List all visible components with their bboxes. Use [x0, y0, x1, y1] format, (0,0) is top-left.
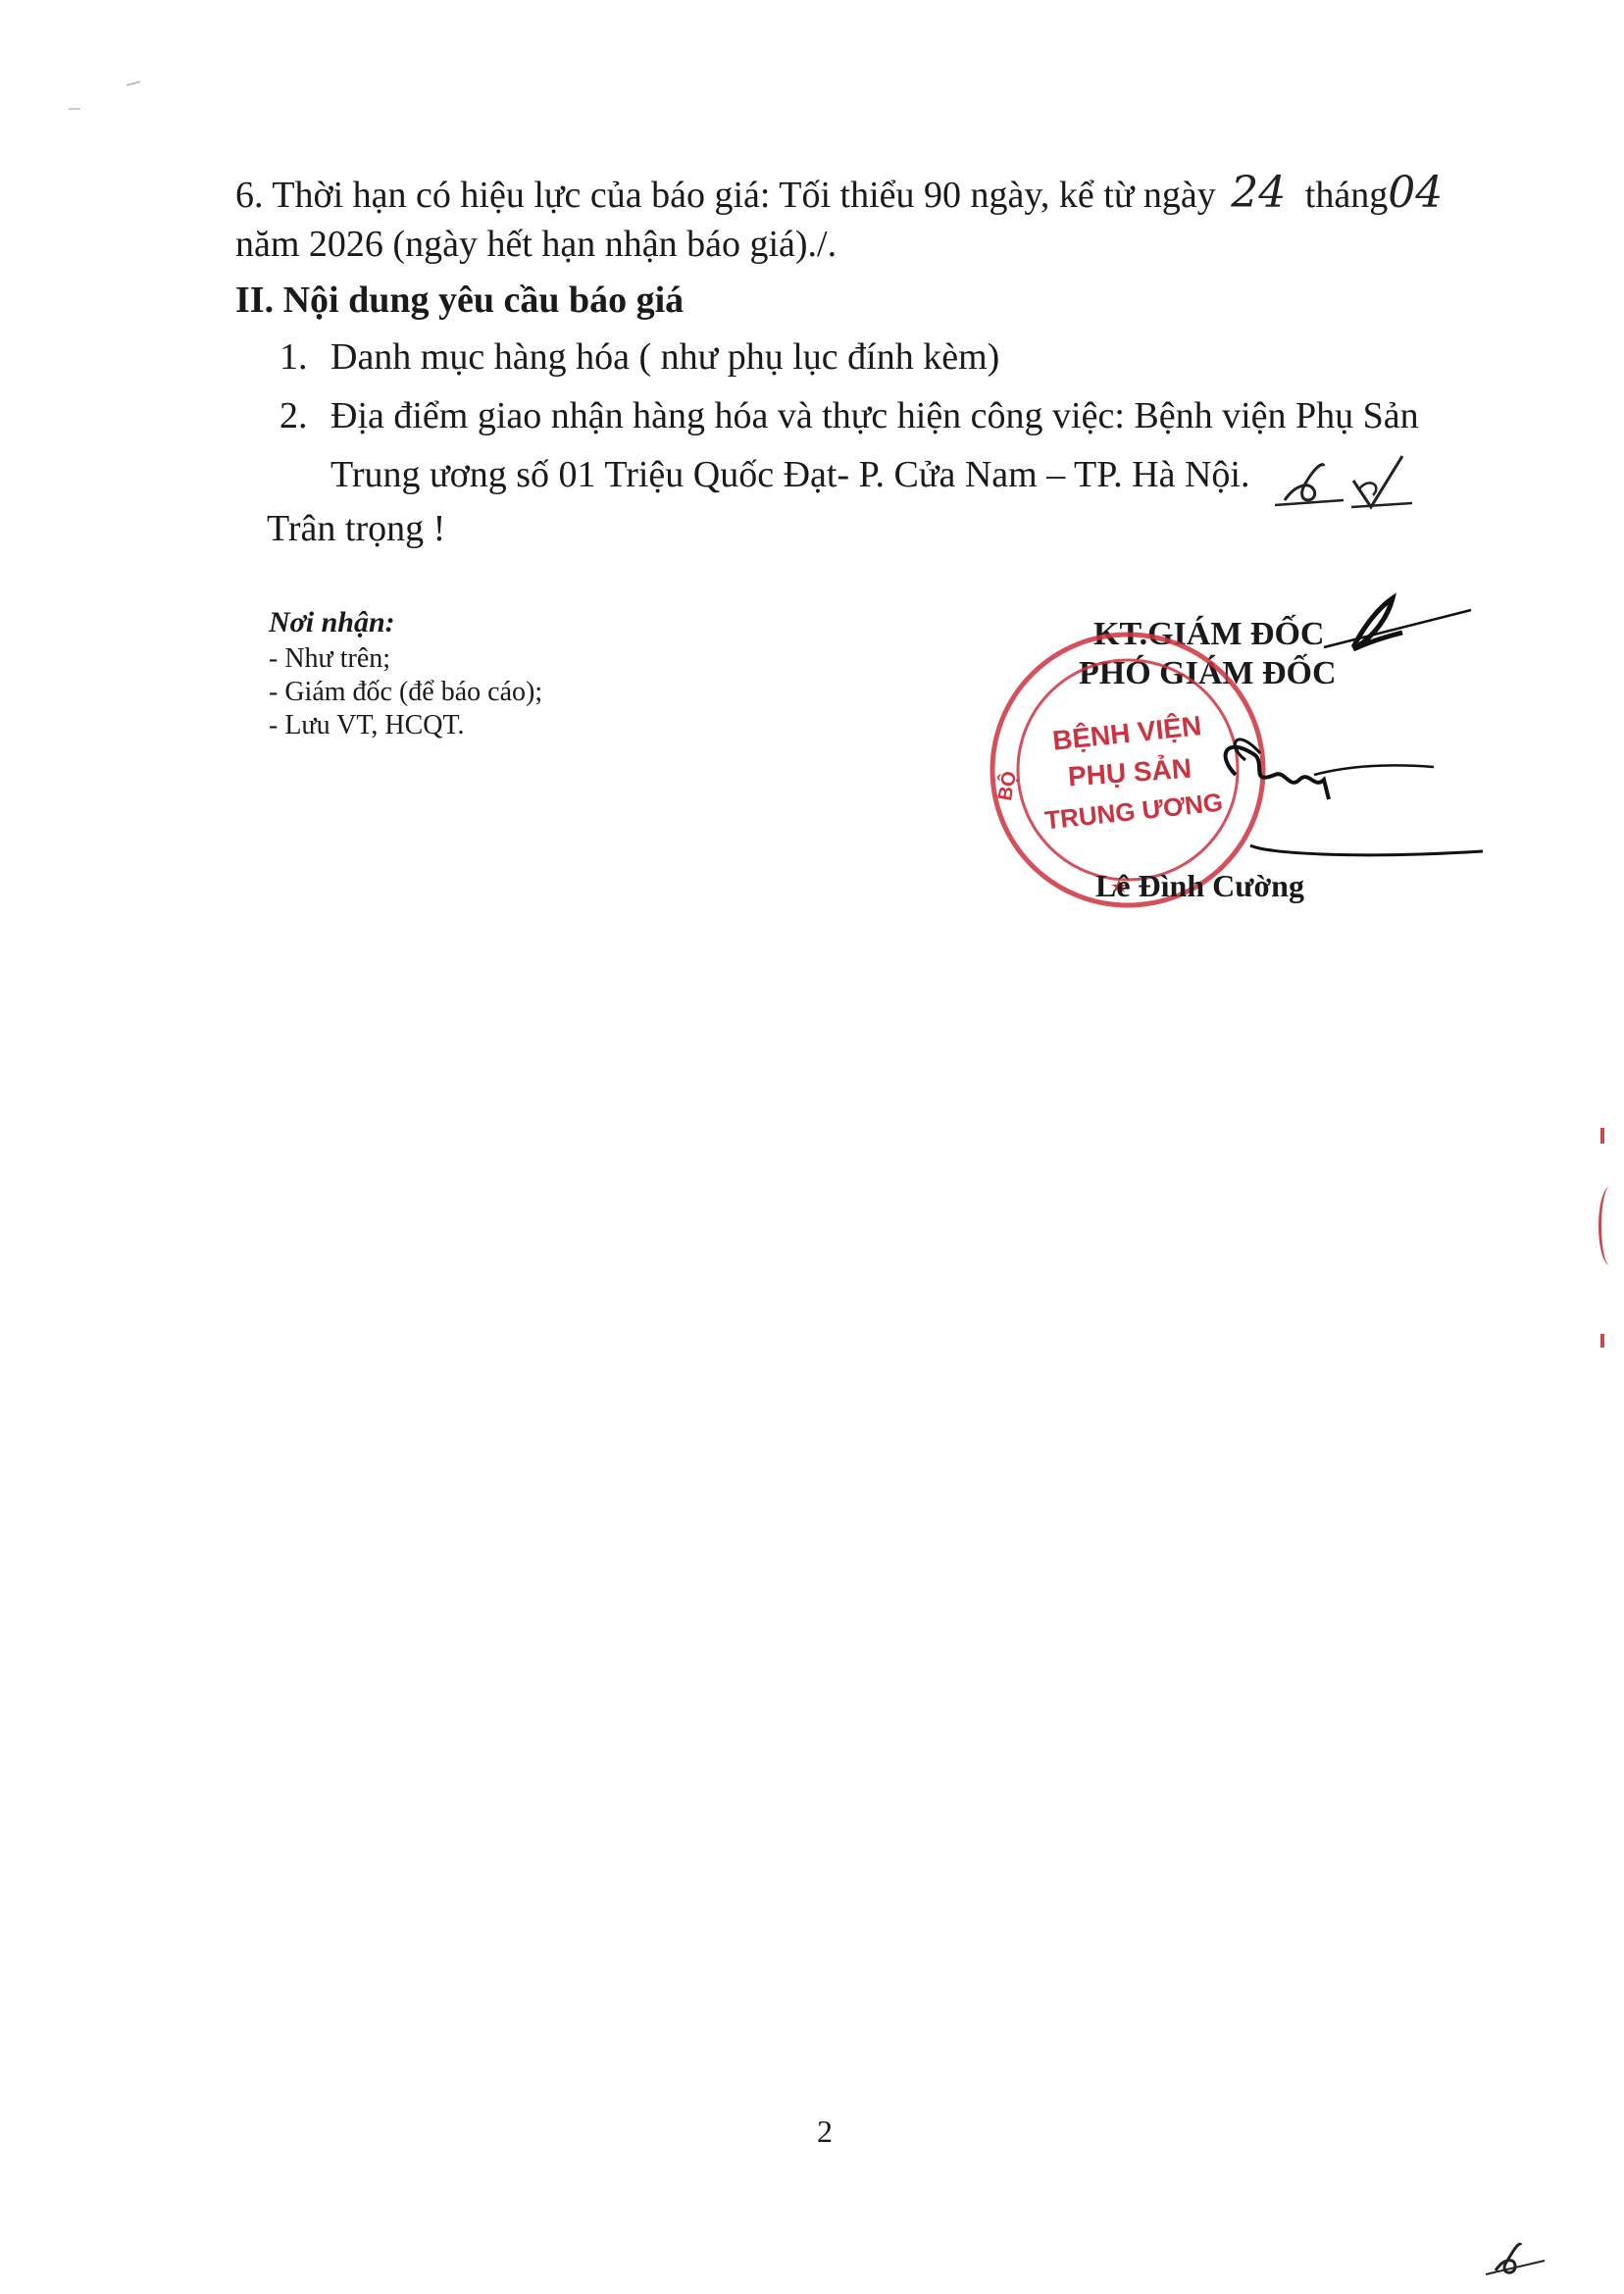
scan-speck [127, 80, 142, 93]
recipients-title: Nơi nhận: [269, 606, 395, 638]
list-item-number: 2. [279, 395, 308, 436]
list-item-number: 1. [279, 336, 308, 378]
recipient-item: - Như trên; [269, 643, 391, 674]
recipients-block [269, 608, 542, 739]
signature-title: KT.GIÁM ĐỐC [1093, 616, 1325, 652]
validity-line-2: năm 2026 (ngày hết hạn nhận báo giá)./. [235, 224, 837, 265]
stamp-line-1: BỆNH VIỆN [1050, 710, 1203, 756]
handwritten-signature [1206, 588, 1500, 873]
scan-edge-mark [1600, 1128, 1604, 1144]
handwritten-day: 24 [1231, 168, 1287, 218]
closing-text: Trân trọng ! [267, 508, 446, 549]
stamp-side-text: BỘ [994, 769, 1021, 803]
page-initials [1486, 2231, 1564, 2280]
validity-line [235, 168, 1444, 218]
page-number: 2 [817, 2114, 833, 2149]
recipient-item: - Giám đốc (để báo cáo); [269, 677, 543, 707]
stamp-line-2: PHỤ SẢN [1067, 752, 1193, 792]
signature-subtitle: PHÓ GIÁM ĐỐC [1079, 655, 1337, 691]
list-item [279, 336, 1000, 378]
signer-name: Lê Đình Cường [1095, 868, 1304, 903]
list-item-continuation: Trung ương số 01 Triệu Quốc Đạt- P. Cửa Nam – TP. Hà Nội. [330, 454, 1250, 495]
section-heading: II. Nội dung yêu cầu báo giá [235, 280, 685, 321]
stamp-line-3: TRUNG ƯƠNG [1042, 787, 1225, 836]
validity-month-label: tháng [1304, 175, 1389, 216]
validity-text: 6. Thời hạn có hiệu lực của báo giá: Tối thiểu 90 ngày, kể từ ngày [235, 175, 1216, 216]
list-item-text: Địa điểm giao nhận hàng hóa và thực hiện công việc: Bệnh viện Phụ Sản [330, 395, 1419, 436]
list-item-text: Danh mục hàng hóa ( như phụ lục đính kèm) [330, 336, 1000, 378]
scan-speck [69, 108, 80, 116]
scan-edge-mark [1599, 1187, 1621, 1265]
scan-edge-mark [1600, 1334, 1604, 1348]
handwritten-month: 04 [1388, 168, 1444, 218]
handwritten-initials [1275, 446, 1412, 515]
recipient-item: - Lưu VT, HCQT. [269, 710, 465, 740]
list-item [279, 395, 1419, 436]
